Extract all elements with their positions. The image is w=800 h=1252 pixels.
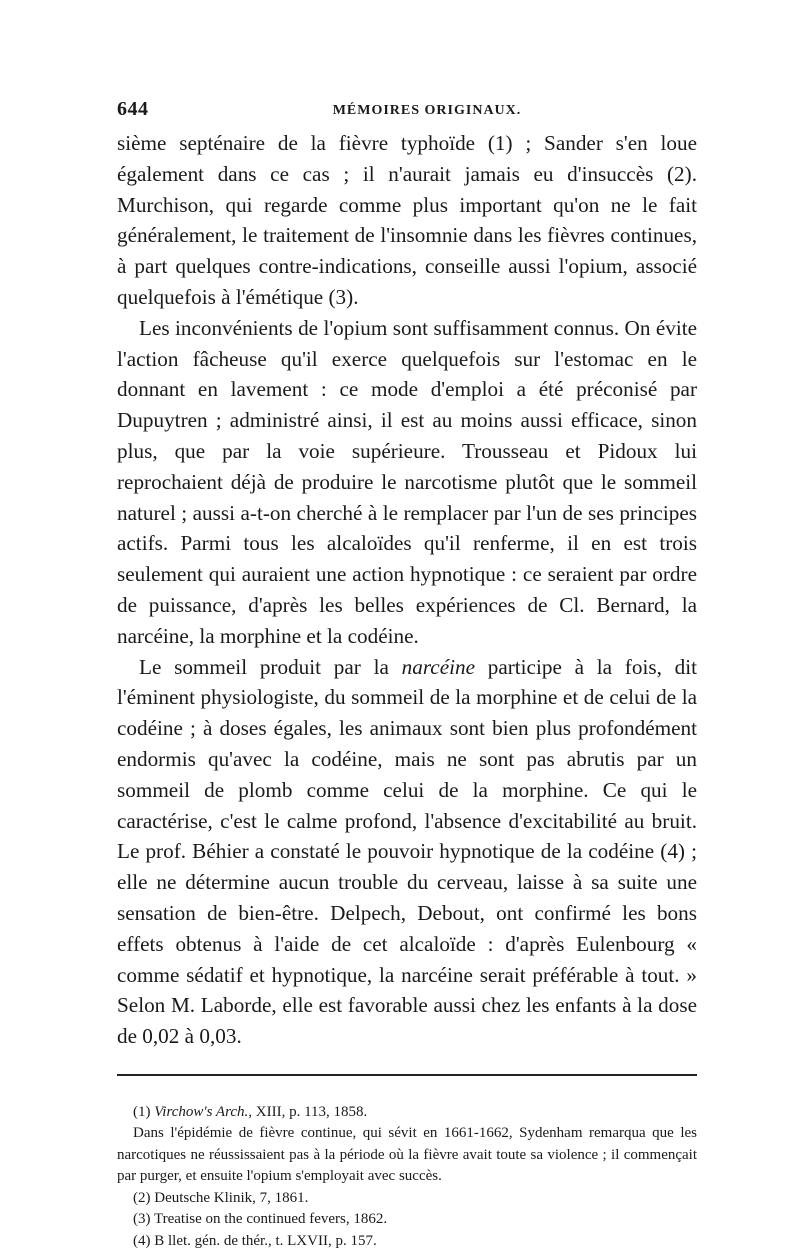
footnote-1-title: Virchow's Arch., <box>154 1103 253 1120</box>
book-page <box>117 98 697 1252</box>
footnote-1-ref: XIII, p. 113, 1858. <box>252 1103 368 1120</box>
footnote-3: (3) Treatise on the continued fevers, 1862. <box>133 1211 388 1228</box>
footnote-divider <box>117 1074 697 1076</box>
paragraph-1: sième septénaire de la fièvre typhoïde (1) ; Sander s'en loue également dans ce cas ; il n'aurait jamais eu d'insuccès (2). Murchison, qui regarde comme plus important qu'on ne le fait généralement, le traitement de l'insomnie dans les fièvres continues, à part quelques contre-indications, conseille aussi l'opium, associé quelquefois à l'émétique (3). <box>117 131 697 309</box>
footnote-1 <box>117 1102 697 1124</box>
narceine-term: narcéine <box>401 654 475 679</box>
footnote-1-text: Dans l'épidémie de fièvre continue, qui sévit en 1661-1662, Sydenham remarqua que les narcotiques ne réussissaient pas à la période où la fièvre avait toute sa violence ; il commençait par purger, et ensuite l'opium s'employait avec succès. <box>117 1125 697 1185</box>
page-number: 644 <box>117 98 149 120</box>
paragraph-3-rest: participe à la fois, dit l'éminent physiologiste, du sommeil de la morphine et de celui de la codéine ; à doses égales, les animaux sont bien plus profondément endormis qu'avec la codéine, mais ne sont pas abrutis par un sommeil de plomb comme celui de la morphine. Ce qui le caractérise, c'est le calme profond, l'absence d'excitabilité au bruit. Le prof. Béhier a constaté le pouvoir hypnotique de la codéine (4) ; elle ne détermine aucun trouble du cerveau, laisse à sa suite une sensation de bien-être. Delpech, Debout, ont confirmé les bons effets obtenus à l'aide de cet alcaloïde : d'après Eulenbourg « comme sédatif et hypnotique, la narcéine serait préférable à tout. » Selon M. Laborde, elle est favorable aussi chez les enfants à la dose de 0,02 à 0,03. <box>117 654 697 1049</box>
footnote-4: (4) B llet. gén. de thér., t. LXVII, p. 157. <box>133 1232 377 1249</box>
footnote-2: (2) Deutsche Klinik, 7, 1861. <box>133 1189 309 1206</box>
footnotes <box>117 1102 697 1252</box>
running-head: MÉMOIRES ORIGINAUX. <box>332 103 522 118</box>
main-text <box>117 128 697 1052</box>
page-header <box>117 98 697 126</box>
paragraph-2: Les inconvénients de l'opium sont suffisamment connus. On évite l'action fâcheuse qu'il exerce quelquefois sur l'estomac en le donnant en lavement : ce mode d'emploi a été préconisé par Dupuytren ; administré ainsi, il est au moins aussi efficace, sinon plus, que par la voie supérieure. Trousseau et Pidoux lui reprochaient déjà de produire le narcotisme plutôt que le sommeil naturel ; aussi a-t-on cherché à le remplacer par l'un de ses principes actifs. Parmi tous les alcaloïdes qu'il renferme, il en est trois seulement qui auraient une action hypnotique : ce seraient par ordre de puissance, d'après les belles expériences de Cl. Bernard, la narcéine, la morphine et la codéine. <box>117 315 697 648</box>
footnote-1-number: (1) <box>133 1103 155 1120</box>
paragraph-3-start: Le sommeil produit par la <box>139 654 402 679</box>
paragraph-3 <box>117 652 697 1052</box>
